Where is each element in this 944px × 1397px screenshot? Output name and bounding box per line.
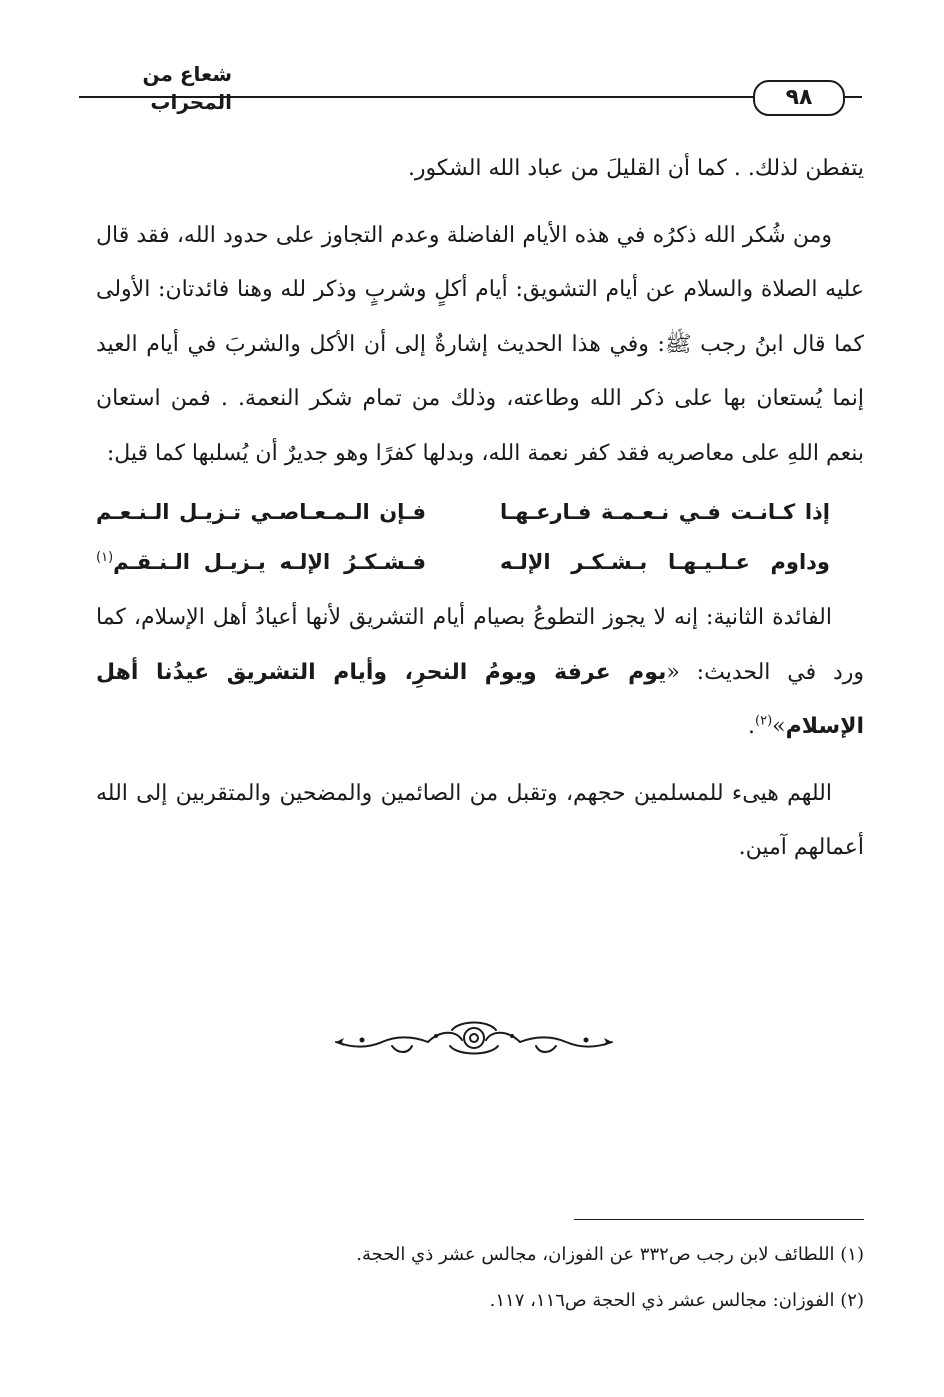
poem	[96, 487, 864, 587]
paragraph-2: ومن شُكر الله ذكرُه في هذه الأيام الفاضلة وعدم التجاوز على حدود الله، فقد قال عليه الصلاة والسلام عن أيام التشويق: أيام أكلٍ وشربٍ وذكر لله وهنا فائدتان: الأولى كما قال ابنُ رجب ﷺ: وفي هذا الحديث إشارةٌ إلى أن الأكل والشربَ في أيام العيد إنما يُستعان بها على ذكر الله وطاعته، وذلك من تمام شكر النعمة. . فمن استعان بنعم اللهِ على معاصريه فقد كفر نعمة الله، وبدلها كفرًا وهو جديرٌ أن يُسلبها كما قيل:	[96, 222, 864, 466]
paragraph-1: يتفطن لذلك. . كما أن القليلَ من عباد الله الشكور.	[407, 156, 864, 181]
running-header-title: شعاع من المحراب	[142, 62, 232, 114]
poem-line-2-second-text: فـشـكـرُ الإلـه يـزيـل الـنـقـم	[113, 550, 426, 574]
paragraph-3-lead: الفائدة الثانية: إنه لا يجوز التطوعُ بصيام أيام التشريق لأنها أعيادُ أهل الإسلام، كما ورد في الحديث: «	[96, 605, 865, 685]
poem-line-1-first-hemistich: إذا كـانـت فـي نـعـمـة فـارعـهـا	[500, 500, 830, 524]
hadith-quote: يوم عرفة ويومُ النحرِ، وأيام التشريق عيدُنا أهل الإسلام	[96, 659, 864, 739]
footnote-ref-1[interactable]: (١)	[96, 550, 114, 565]
paragraph-4: اللهم هيىء للمسلمين حجهم، وتقبل من الصائمين والمضحين والمتقربين إلى الله أعمالهم آمين.	[96, 780, 864, 860]
page-number: ٩٨	[753, 80, 845, 116]
footnote-separator	[574, 1219, 864, 1220]
paragraph-3	[96, 591, 864, 755]
footnote-ref-2[interactable]: (٢)	[755, 713, 773, 729]
poem-line-2	[96, 537, 864, 587]
poem-line-2-first-hemistich: وداوم عـلـيـهـا بـشـكـر الإلـه	[500, 550, 830, 574]
poem-line-1-second-hemistich: فـإن الـمـعـاصـي تـزيـل الـنـعـم	[96, 500, 426, 524]
footnote-2: (٢) الفوزان: مجالس عشر ذي الحجة ص١١٦، ١١٧.	[489, 1290, 864, 1311]
main-text	[96, 142, 864, 876]
decorative-divider-ornament	[332, 1016, 616, 1060]
poem-line-1	[96, 487, 864, 537]
footnote-1: (١) اللطائف لابن رجب ص٣٣٢ عن الفوزان، مجالس عشر ذي الحجة.	[356, 1244, 864, 1265]
quote-close: »	[772, 714, 786, 739]
header-rule	[79, 96, 862, 98]
footnotes	[84, 1232, 864, 1324]
poem-line-2-second-hemistich	[96, 537, 426, 587]
paragraph-3-end: .	[748, 714, 755, 739]
